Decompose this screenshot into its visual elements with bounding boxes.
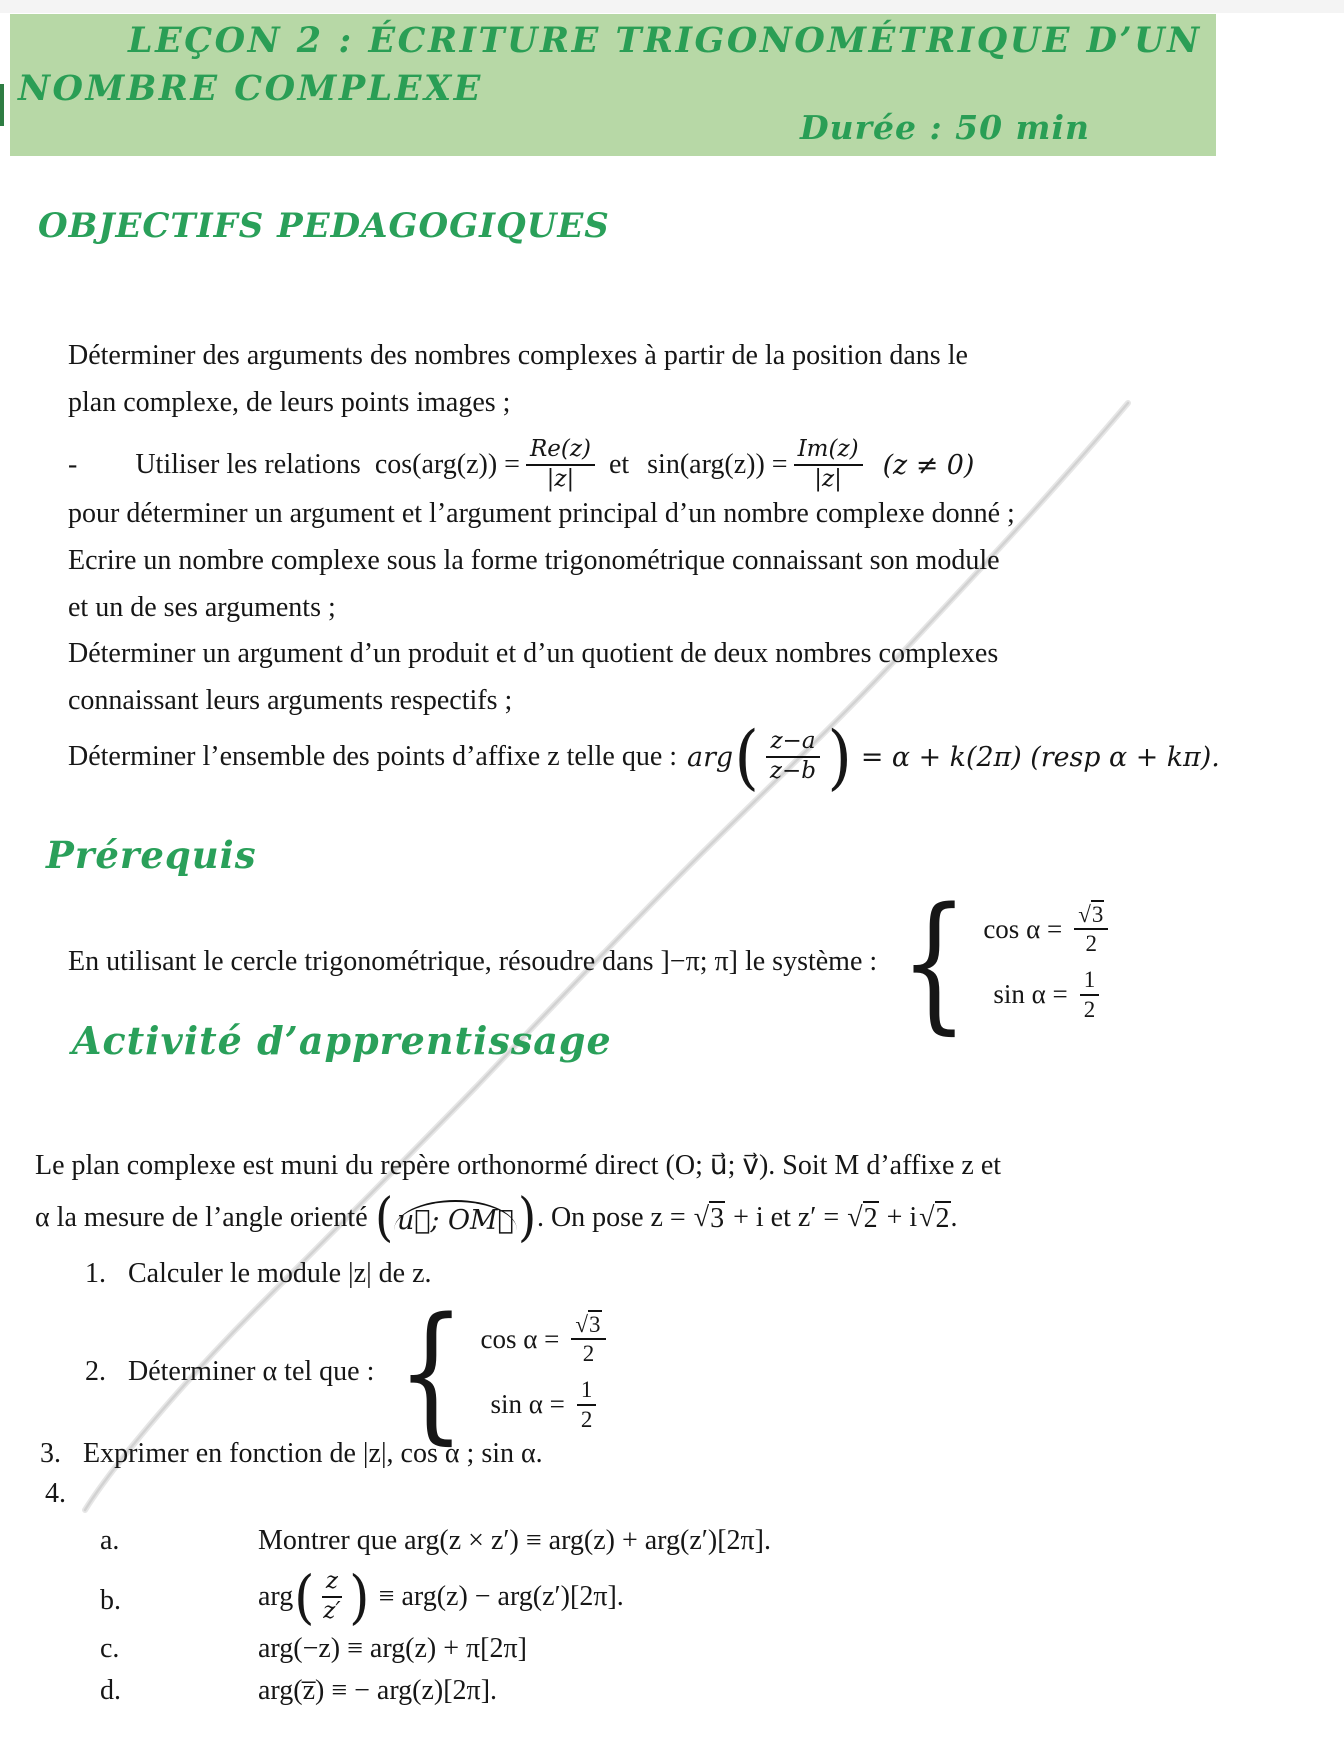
objectifs-heading: OBJECTIFS PEDAGOGIQUES bbox=[38, 206, 610, 246]
pose-mid: + i et z′ = bbox=[733, 1202, 840, 1233]
cos-lhs: cos(arg(z)) = bbox=[374, 449, 520, 480]
affix-fraction: $\frac{z-a}{z-b}$ bbox=[766, 729, 819, 785]
left-paren: ( bbox=[734, 716, 760, 798]
trig-system bbox=[983, 902, 1114, 1023]
paragraph-line: connaissant leurs arguments respectifs ; bbox=[68, 685, 513, 716]
question-2: 2. Déterminer α tel que : { cos α = $\frac{√3}{2}$ sin α = $\frac{1}{2}$ bbox=[85, 1302, 612, 1442]
ensemble-rhs: = α + k(2π) (resp α + kπ). bbox=[860, 741, 1220, 773]
pose-text: . On pose z = bbox=[536, 1202, 686, 1233]
sub-question-d: arg(z̅) ≡ − arg(z)[2π]. bbox=[258, 1675, 498, 1706]
paragraph-line: Déterminer des arguments des nombres complexes à partir de la position dans le bbox=[68, 340, 968, 371]
angle-vectors: u⃗; OM⃗ bbox=[394, 1200, 517, 1236]
left-paren: ( bbox=[374, 1188, 393, 1248]
activite-heading: Activité d’apprentissage bbox=[72, 1018, 612, 1063]
1-over-2: $\frac{1}{2}$ bbox=[577, 1377, 597, 1433]
im-over-mod-fraction: $\frac{Im(z)}{|z|}$ bbox=[794, 437, 863, 493]
paragraph-line: plan complexe, de leurs points images ; bbox=[68, 387, 511, 418]
sub-question-b bbox=[258, 1562, 624, 1632]
cos-equation: cos α = $\frac{√3}{2}$ bbox=[983, 902, 1114, 958]
sub-question-b-rhs: ≡ arg(z) − arg(z′)[2π]. bbox=[378, 1581, 624, 1612]
sqrt3-over-2: $\frac{√3}{2}$ bbox=[1074, 902, 1108, 958]
sin-equation: sin α = $\frac{1}{2}$ bbox=[481, 1377, 612, 1433]
question-3: 3. Exprimer en fonction de |z|, cos α ; sin α. bbox=[40, 1438, 543, 1469]
prerequis-lead: En utilisant le cercle trigonométrique, résoudre dans ]−π; π] le système : bbox=[68, 946, 878, 977]
et-connector: et bbox=[608, 449, 630, 480]
relations-lead: Utiliser les relations bbox=[135, 449, 361, 480]
sqrt-sign: √ bbox=[919, 1202, 935, 1233]
sqrt-sign: √ bbox=[693, 1202, 710, 1233]
arg-function: arg bbox=[687, 741, 734, 773]
system-brace: { bbox=[397, 1286, 466, 1458]
ensemble-formula bbox=[68, 717, 1220, 797]
right-paren: ) bbox=[517, 1188, 536, 1248]
trig-system bbox=[481, 1312, 612, 1433]
list-dash: - bbox=[68, 449, 78, 480]
right-paren: ) bbox=[826, 716, 852, 798]
question-1: 1. Calculer le module |z| de z. bbox=[85, 1258, 432, 1289]
sub-question-b-label: b. bbox=[100, 1585, 121, 1616]
lesson-title-line2: NOMBRE COMPLEXE bbox=[18, 68, 483, 109]
page-top-edge bbox=[0, 0, 1344, 13]
question-2-lead: Déterminer α tel que : bbox=[128, 1356, 375, 1387]
activite-line2: α la mesure de l’angle orienté ( u⃗; OM⃗ ) . On pose z = √ 3 + i et z′ = √ 2 + i √ 2 . bbox=[35, 1188, 958, 1248]
cos-equation: cos α = $\frac{√3}{2}$ bbox=[481, 1312, 612, 1368]
sqrt3-over-2: $\frac{√3}{2}$ bbox=[571, 1312, 605, 1368]
lesson-duration: Durée : 50 min bbox=[799, 108, 1090, 147]
sub-question-a-label: a. bbox=[100, 1525, 120, 1556]
paragraph-line: Déterminer un argument d’un produit et d’un quotient de deux nombres complexes bbox=[68, 638, 999, 669]
lesson-title-line1: LEÇON 2 : ÉCRITURE TRIGONOMÉTRIQUE D’UN bbox=[128, 20, 1202, 61]
arg-function: arg bbox=[258, 1581, 294, 1612]
page-edge-mark bbox=[0, 84, 4, 126]
sub-question-c: arg(−z) ≡ arg(z) + π[2π] bbox=[258, 1633, 527, 1664]
1-over-2: $\frac{1}{2}$ bbox=[1080, 967, 1100, 1023]
left-paren: ( bbox=[294, 1563, 315, 1631]
right-paren: ) bbox=[349, 1563, 370, 1631]
z-over-zprime-fraction: $\frac{z}{z'}$ bbox=[323, 1568, 341, 1624]
lesson-banner bbox=[10, 14, 1216, 156]
relations-formula bbox=[68, 427, 974, 503]
prerequis-heading: Prérequis bbox=[46, 833, 257, 877]
re-over-mod-fraction: $\frac{Re(z)}{|z|}$ bbox=[526, 437, 595, 493]
question-4: 4. bbox=[45, 1478, 66, 1509]
sub-question-c-label: c. bbox=[100, 1633, 120, 1664]
sin-equation: sin α = $\frac{1}{2}$ bbox=[983, 967, 1114, 1023]
paragraph-line: et un de ses arguments ; bbox=[68, 592, 336, 623]
pose-mid: + i bbox=[886, 1202, 918, 1233]
pose-end: . bbox=[950, 1202, 958, 1233]
sub-question-d-label: d. bbox=[100, 1675, 121, 1706]
sin-lhs: sin(arg(z)) = bbox=[647, 449, 788, 480]
sub-question-a: Montrer que arg(z × z′) ≡ arg(z) + arg(z′)[2π]. bbox=[258, 1525, 771, 1556]
angle-lead: α la mesure de l’angle orienté bbox=[35, 1202, 368, 1233]
ensemble-lead: Déterminer l’ensemble des points d’affixe z telle que : bbox=[68, 741, 678, 772]
activite-line1: Le plan complexe est muni du repère orthonormé direct (O; u⃗; v⃗). Soit M d’affixe z et bbox=[35, 1150, 1002, 1181]
system-brace: { bbox=[900, 876, 969, 1048]
nonzero-condition: (z ≠ 0) bbox=[882, 449, 975, 481]
paragraph-line: Ecrire un nombre complexe sous la forme trigonométrique connaissant son module bbox=[68, 545, 1000, 576]
paragraph-line: pour déterminer un argument et l’argument principal d’un nombre complexe donné ; bbox=[68, 498, 1015, 529]
sqrt-sign: √ bbox=[847, 1202, 863, 1233]
